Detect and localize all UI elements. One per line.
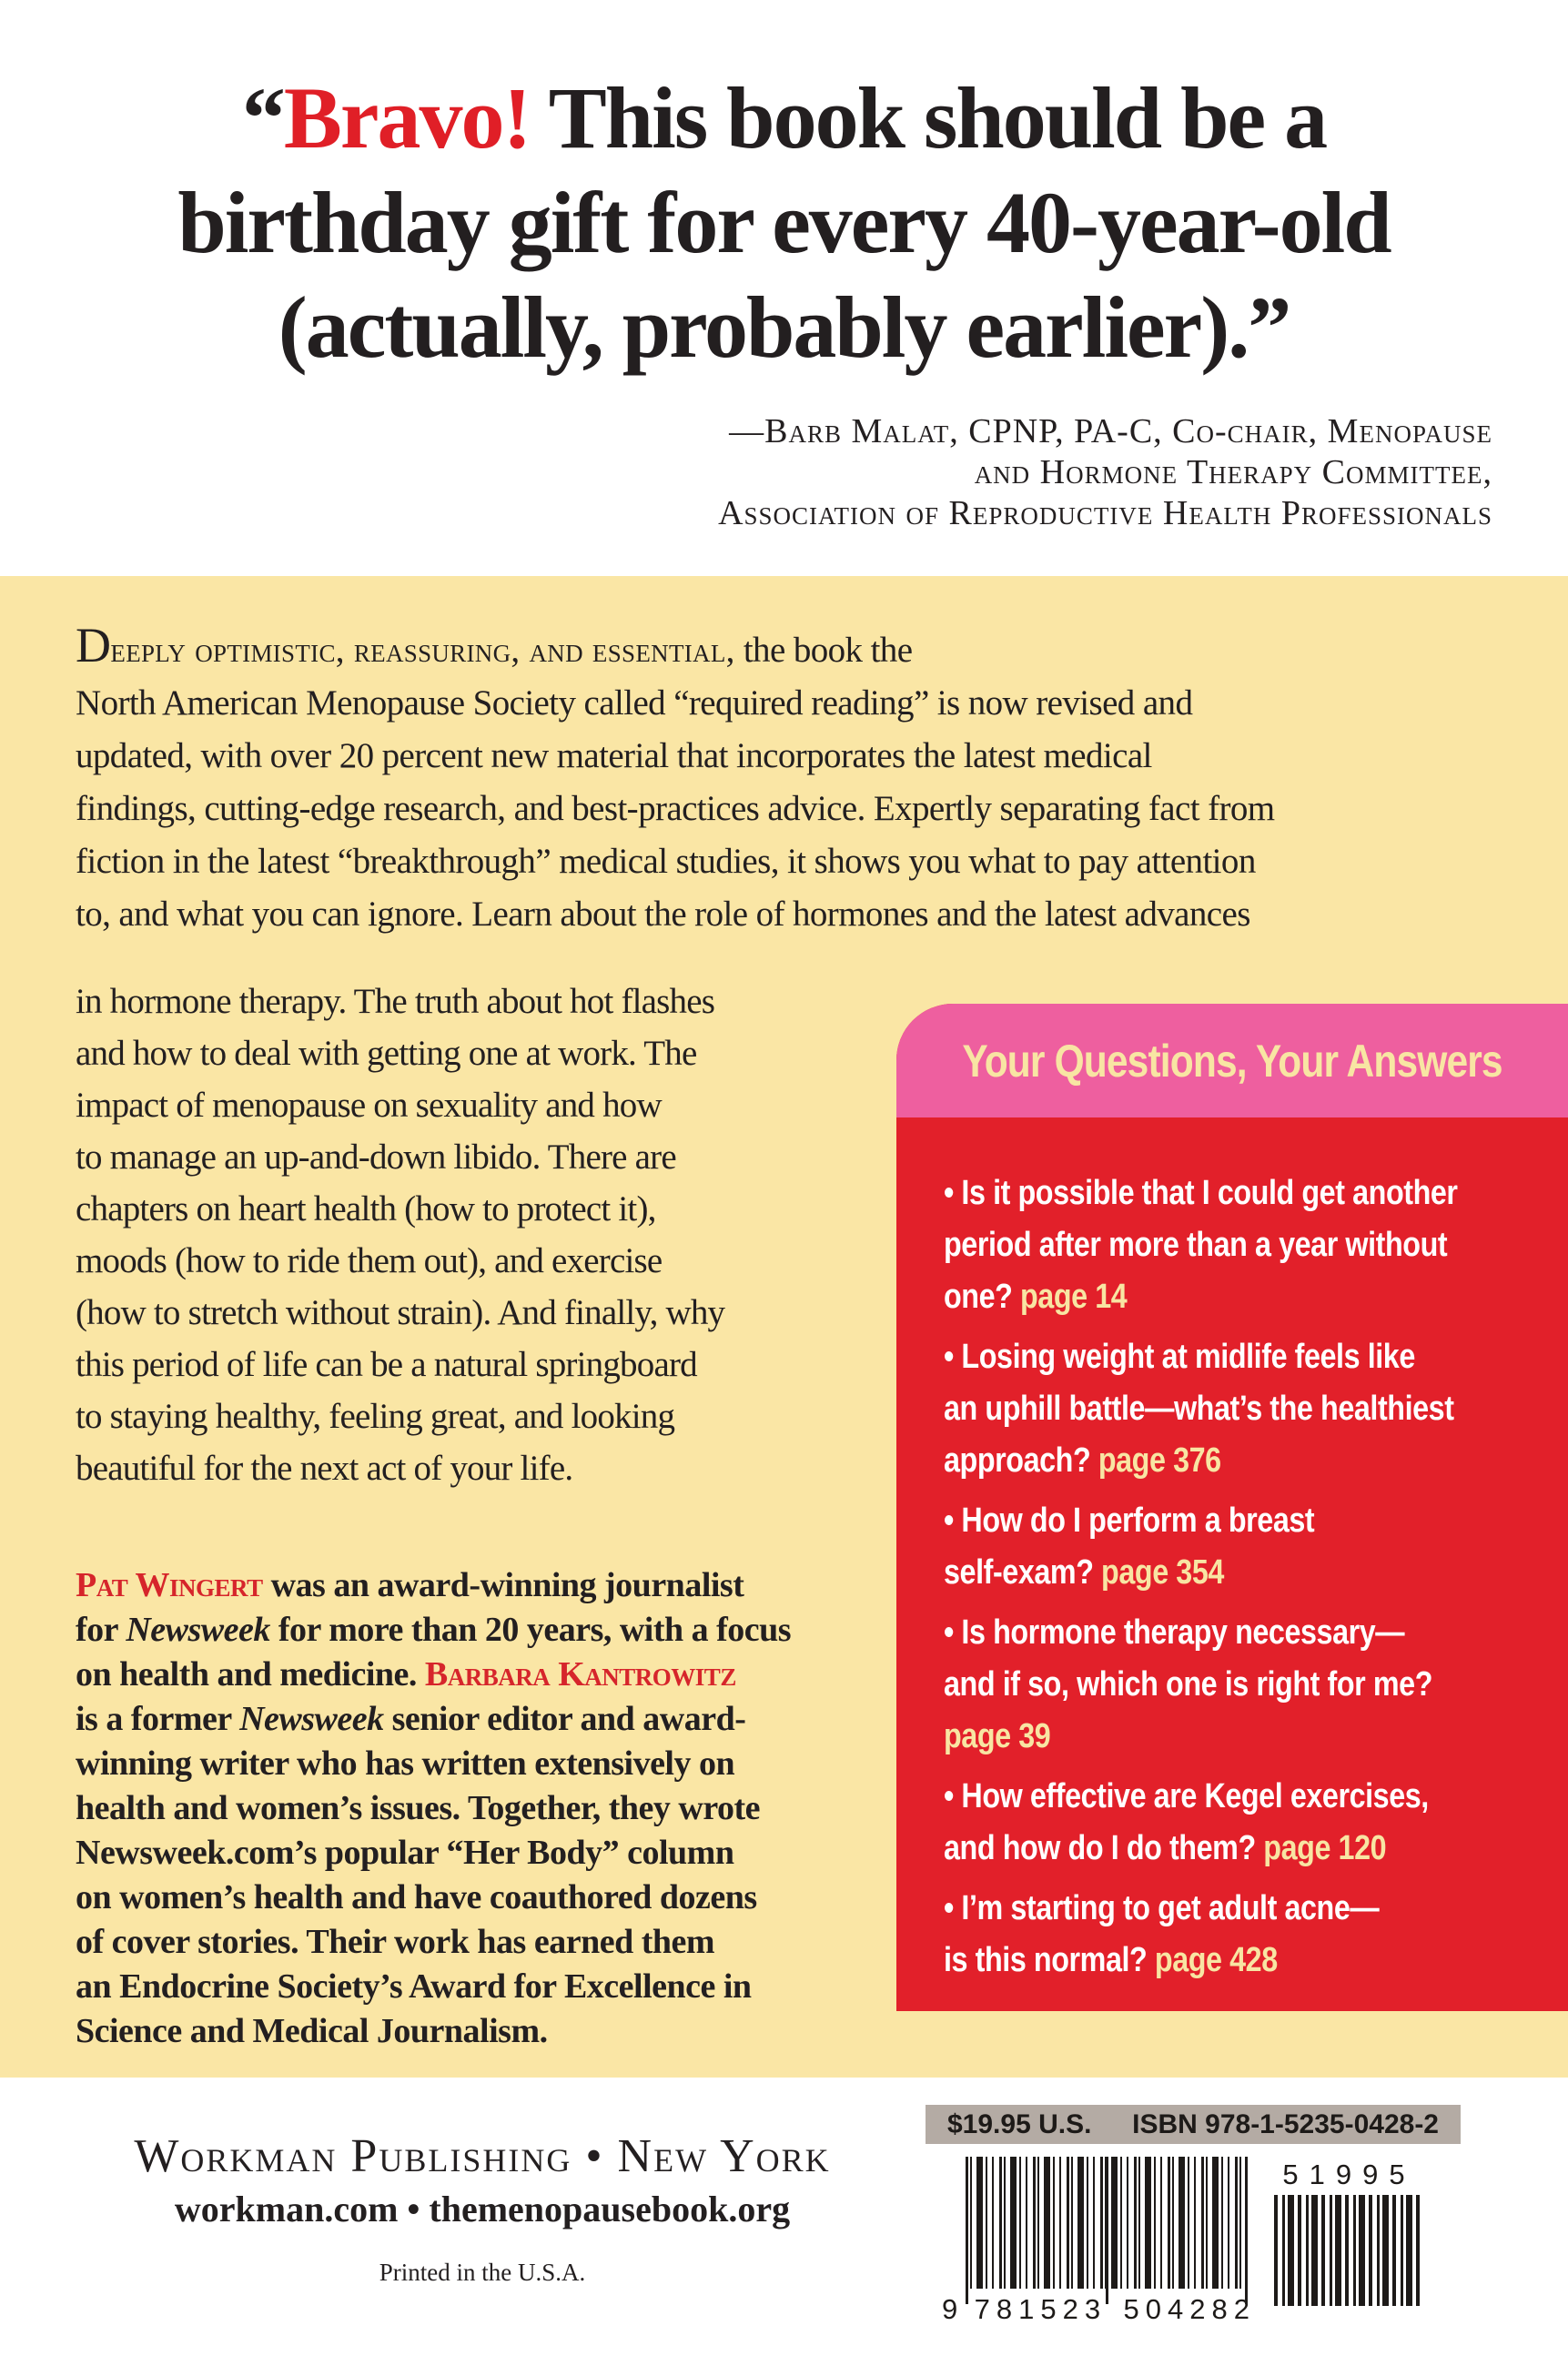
text-line: winning writer who has written extensively on: [76, 1744, 735, 1783]
synopsis-paragraph-narrow: [76, 976, 904, 1494]
isbn-label: ISBN 978-1-5235-0428-2: [1132, 2108, 1439, 2139]
price-isbn-bar: [926, 2105, 1461, 2144]
synopsis-full-lines: [76, 677, 1532, 941]
price-label: $19.95 U.S.: [947, 2108, 1092, 2139]
text-line: Newsweek.com’s popular “Her Body” column: [76, 1834, 734, 1872]
text-line: one? page 14: [944, 1278, 1128, 1316]
text-line: self-exam? page 354: [944, 1553, 1224, 1592]
barcode-digits: [942, 2293, 1256, 2326]
text-line: and Hormone Therapy Committee,: [974, 453, 1492, 491]
lead-initial-cap: D: [76, 618, 111, 672]
text-line: to staying healthy, feeling great, and looking: [76, 1397, 675, 1436]
text-line: an Endocrine Society’s Award for Excellence in: [76, 1967, 752, 2006]
printed-line: Printed in the U.S.A.: [379, 2259, 586, 2286]
text-line: chapters on heart health (how to protect it),: [76, 1189, 656, 1228]
barcode-digit-group: 504282: [1123, 2293, 1256, 2325]
text-line: beautiful for the next act of your life.: [76, 1449, 573, 1488]
text-line: to manage an up-and-down libido. There are: [76, 1138, 676, 1177]
ean5-supplement: [1274, 2159, 1424, 2306]
qa-question: [944, 1168, 1532, 1323]
qa-question: [944, 1607, 1532, 1763]
text-line: on women’s health and have coauthored dozens: [76, 1878, 757, 1916]
text-line: to, and what you can ignore. Learn about the role of hormones and the latest advances: [76, 895, 1250, 934]
text-line: • I’m starting to get adult acne—: [944, 1889, 1380, 1927]
quote-line: birthday gift for every 40-year-old: [177, 174, 1391, 271]
text-line: page 39: [944, 1717, 1051, 1755]
text-line: Science and Medical Journalism.: [76, 2012, 548, 2050]
quote-line: (actually, probably earlier).”: [278, 278, 1290, 376]
text-line: moods (how to ride them out), and exercise: [76, 1241, 663, 1280]
text-line: Association of Reproductive Health Professionals: [718, 494, 1492, 532]
text-line: —Barb Malat, CPNP, PA-C, Co-chair, Menopause: [729, 412, 1492, 450]
text-line: • Losing weight at midlife feels like: [944, 1338, 1415, 1376]
ean13-barcode: [942, 2157, 1256, 2325]
author-bio: [76, 1563, 904, 2054]
text-line: is a former Newsweek senior editor and award-: [76, 1700, 746, 1738]
qa-title: Your Questions, Your Answers: [962, 1035, 1502, 1087]
lead-rest: the book the: [734, 631, 913, 670]
publisher-line: Workman Publishing • New York: [134, 2130, 831, 2182]
text-line: is this normal? page 428: [944, 1941, 1278, 1979]
synopsis-lead-line: [76, 618, 1532, 677]
qa-question-list: [944, 1168, 1568, 1995]
supplement-digits: 51995: [1282, 2159, 1416, 2190]
text-line: this period of life can be a natural springboard: [76, 1345, 697, 1384]
text-line: and how do I do them? page 120: [944, 1829, 1387, 1867]
quote-highlight: Bravo!: [283, 69, 531, 167]
qa-question: [944, 1495, 1532, 1599]
quote-text: This book should be a: [530, 69, 1327, 167]
text-line: • How effective are Kegel exercises,: [944, 1777, 1429, 1815]
guard-bar: [1106, 2157, 1108, 2304]
text-line: fiction in the latest “breakthrough” medical studies, it shows you what to pay attention: [76, 842, 1256, 881]
text-line: impact of menopause on sexuality and how: [76, 1086, 662, 1125]
qa-question: [944, 1771, 1532, 1875]
quote-open-mark: “: [241, 69, 284, 167]
guard-bar: [966, 2157, 968, 2304]
review-quote: [0, 66, 1568, 379]
text-line: of cover stories. Their work has earned them: [76, 1923, 715, 1961]
text-line: findings, cutting-edge research, and best-practices advice. Expertly separating fact from: [76, 789, 1275, 828]
text-line: • Is it possible that I could get another: [944, 1174, 1458, 1212]
websites-line: workman.com • themenopausebook.org: [174, 2189, 791, 2230]
text-line: updated, with over 20 percent new material that incorporates the latest medical: [76, 736, 1152, 775]
text-line: health and women’s issues. Together, they wrote: [76, 1789, 761, 1827]
synopsis-paragraph-full: [76, 618, 1532, 941]
text-line: approach? page 376: [944, 1441, 1221, 1480]
qa-question: [944, 1331, 1532, 1487]
quote-line: [0, 66, 1568, 170]
text-line: period after more than a year without: [944, 1226, 1448, 1264]
supplement-bars: [1274, 2195, 1420, 2306]
barcode-digit-lead: 9: [942, 2293, 958, 2325]
text-line: on health and medicine. Barbara Kantrowitz: [76, 1655, 736, 1694]
text-line: Pat Wingert was an award-winning journalist: [76, 1566, 744, 1604]
questions-answers-box: [896, 1004, 1568, 2011]
review-attribution: [718, 411, 1492, 534]
text-line: for Newsweek for more than 20 years, with a focus: [76, 1611, 792, 1649]
text-line: in hormone therapy. The truth about hot flashes: [76, 982, 715, 1021]
text-line: and if so, which one is right for me?: [944, 1665, 1433, 1704]
text-line: an uphill battle—what’s the healthiest: [944, 1390, 1454, 1428]
lead-smallcaps: eeply optimistic, reassuring, and essential,: [110, 631, 735, 670]
qa-header: [896, 1004, 1568, 1117]
text-line: and how to deal with getting one at work. The: [76, 1034, 697, 1073]
qa-question: [944, 1883, 1532, 1987]
text-line: • Is hormone therapy necessary—: [944, 1613, 1405, 1652]
text-line: • How do I perform a breast: [944, 1502, 1315, 1540]
barcode-digit-group: 781523: [974, 2293, 1108, 2325]
text-line: North American Menopause Society called “required reading” is now revised and: [76, 683, 1193, 723]
guard-bar: [1245, 2157, 1248, 2304]
text-line: (how to stretch without strain). And finally, why: [76, 1293, 725, 1332]
